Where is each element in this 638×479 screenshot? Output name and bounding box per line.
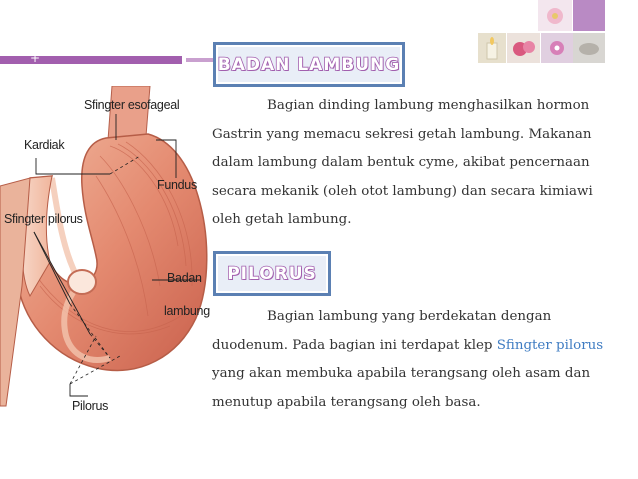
- plus-icon: +: [30, 51, 41, 65]
- stomach-diagram: [0, 86, 210, 420]
- stomach-illustration: [0, 86, 210, 420]
- heading-badan-lambung-text: BADAN LAMBUNG: [217, 54, 401, 75]
- label-badan: Badan: [167, 271, 202, 285]
- sfingter-pilorus-link[interactable]: Sfingter pilorus: [496, 337, 604, 353]
- paragraph-pilorus: [212, 303, 622, 417]
- label-lambung: lambung: [164, 304, 210, 318]
- thumbnail-orchid: [541, 33, 573, 63]
- thumbnail-candle: [478, 33, 506, 63]
- paragraph-pilorus-text-end: yang akan membuka apabila terangsang oleh asam dan menutup apabila terangsang oleh basa.: [212, 366, 591, 410]
- label-pilorus: Pilorus: [72, 399, 109, 413]
- paragraph-badan-lambung-text: Bagian dinding lambung menghasilkan hormon Gastrin yang memacu sekresi getah lambung. Makanan dalam lambung dalam bentuk cyme, akibat pencernaan secara mekanik (oleh otot lambung) dan secara kimiawi oleh getah lambung.: [212, 98, 593, 228]
- label-fundus: Fundus: [157, 178, 197, 192]
- decorative-thumbnails: [474, 0, 638, 64]
- label-kardiak: Kardiak: [24, 138, 65, 152]
- thumbnail-flower-pink: [507, 33, 540, 63]
- header-accent-bar-short: [186, 58, 216, 62]
- paragraph-pilorus-text-start: Bagian lambung yang berdekatan dengan duodenum. Pada bagian ini terdapat klep: [212, 309, 552, 353]
- heading-pilorus-text: PILORUS: [227, 263, 317, 284]
- label-sfingter-pilorus: Sfingter pilorus: [4, 212, 83, 226]
- heading-badan-lambung: [213, 42, 405, 87]
- heading-pilorus: [213, 251, 331, 296]
- label-sfingter-esofageal: Sfingter esofageal: [84, 98, 180, 112]
- thumbnail-lavender: [573, 0, 605, 31]
- paragraph-badan-lambung: [212, 92, 622, 235]
- thumbnail-stone: [573, 33, 605, 63]
- header-accent-bar: [0, 56, 182, 64]
- thumbnail-flower-icon: [538, 0, 572, 31]
